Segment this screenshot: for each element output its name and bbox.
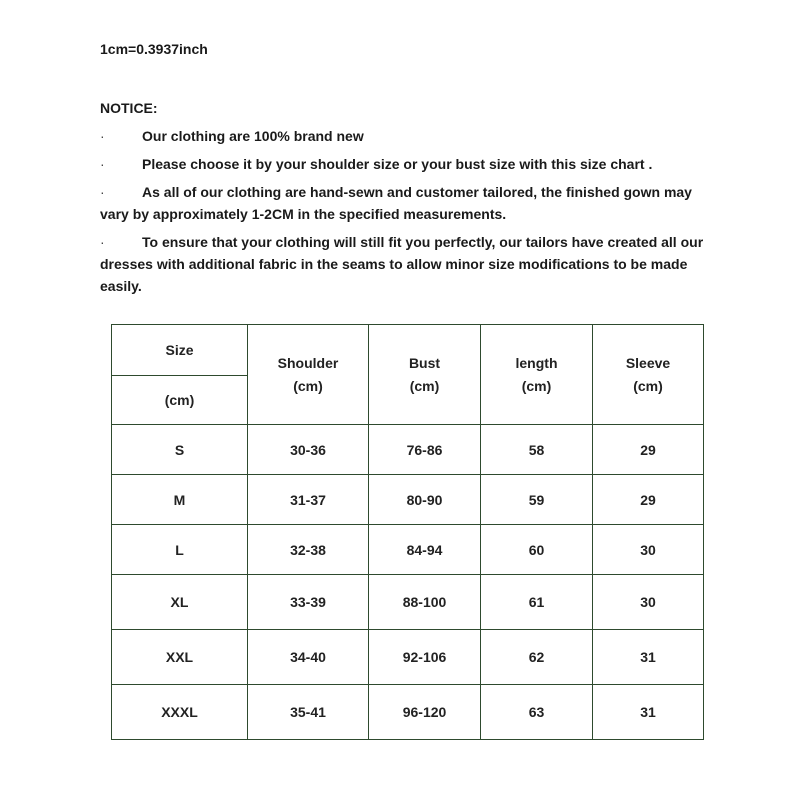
shoulder-cell: 31-37 (248, 475, 369, 525)
bust-header-label: Bust (408, 354, 441, 371)
notice-item (100, 125, 720, 147)
bullet-icon: · (100, 234, 105, 250)
size-header-label: Size (165, 342, 194, 358)
bust-cell: 88-100 (369, 575, 481, 630)
bust-cell: 80-90 (369, 475, 481, 525)
size-cell: XXXL (112, 685, 248, 740)
shoulder-header-cell (248, 325, 369, 425)
bust-header-cell (369, 325, 481, 425)
table-row (112, 425, 704, 475)
notice-item (100, 153, 720, 175)
shoulder-cell: 33-39 (248, 575, 369, 630)
notice-item-text: Please choose it by your shoulder size or your bust size with this size chart . (142, 156, 653, 172)
length-cell: 59 (481, 475, 593, 525)
table-header-row (112, 325, 704, 376)
sleeve-cell: 29 (593, 425, 704, 475)
bust-header-unit: (cm) (409, 377, 440, 394)
bust-cell: 96-120 (369, 685, 481, 740)
bust-cell: 84-94 (369, 525, 481, 575)
table-row (112, 475, 704, 525)
shoulder-header-label: Shoulder (277, 354, 339, 371)
size-header-unit: (cm) (164, 392, 195, 408)
size-cell: XL (112, 575, 248, 630)
shoulder-cell: 30-36 (248, 425, 369, 475)
length-cell: 58 (481, 425, 593, 475)
shoulder-cell: 32-38 (248, 525, 369, 575)
bullet-icon: · (100, 156, 105, 172)
size-header-cell (112, 325, 248, 376)
sleeve-header-unit: (cm) (633, 377, 663, 394)
length-cell: 60 (481, 525, 593, 575)
length-header-label: length (515, 354, 558, 371)
bullet-icon: · (100, 128, 105, 144)
notice-title: NOTICE: (100, 100, 158, 116)
table-row (112, 525, 704, 575)
notice-section (100, 97, 720, 303)
sleeve-cell: 30 (593, 575, 704, 630)
shoulder-cell: 35-41 (248, 685, 369, 740)
shoulder-header-unit: (cm) (293, 377, 323, 394)
size-cell: L (112, 525, 248, 575)
length-header-unit: (cm) (521, 377, 552, 394)
notice-item-text: Our clothing are 100% brand new (142, 128, 364, 144)
sleeve-cell: 31 (593, 630, 704, 685)
notice-item-text: As all of our clothing are hand-sewn and customer tailored, the finished gown may vary by approximately 1-2CM in the specified measurements. (100, 184, 692, 222)
size-cell: XXL (112, 630, 248, 685)
sleeve-cell: 31 (593, 685, 704, 740)
length-cell: 63 (481, 685, 593, 740)
length-cell: 62 (481, 630, 593, 685)
size-cell: M (112, 475, 248, 525)
sleeve-header-label: Sleeve (625, 354, 671, 371)
bust-cell: 76-86 (369, 425, 481, 475)
bust-cell: 92-106 (369, 630, 481, 685)
sleeve-cell: 29 (593, 475, 704, 525)
notice-item-text: To ensure that your clothing will still fit you perfectly, our tailors have created all our dresses with additional fabric in the seams to allow minor size modifications to be made easily. (100, 234, 704, 294)
size-chart-table (111, 324, 704, 740)
length-cell: 61 (481, 575, 593, 630)
table-row (112, 630, 704, 685)
unit-conversion-note: 1cm=0.3937inch (100, 41, 208, 57)
table-row (112, 575, 704, 630)
table-row (112, 685, 704, 740)
bullet-icon: · (100, 184, 105, 200)
sleeve-header-cell (593, 325, 704, 425)
shoulder-cell: 34-40 (248, 630, 369, 685)
size-unit-cell (112, 376, 248, 425)
notice-item (100, 181, 720, 225)
size-cell: S (112, 425, 248, 475)
length-header-cell (481, 325, 593, 425)
sleeve-cell: 30 (593, 525, 704, 575)
notice-item (100, 231, 720, 297)
